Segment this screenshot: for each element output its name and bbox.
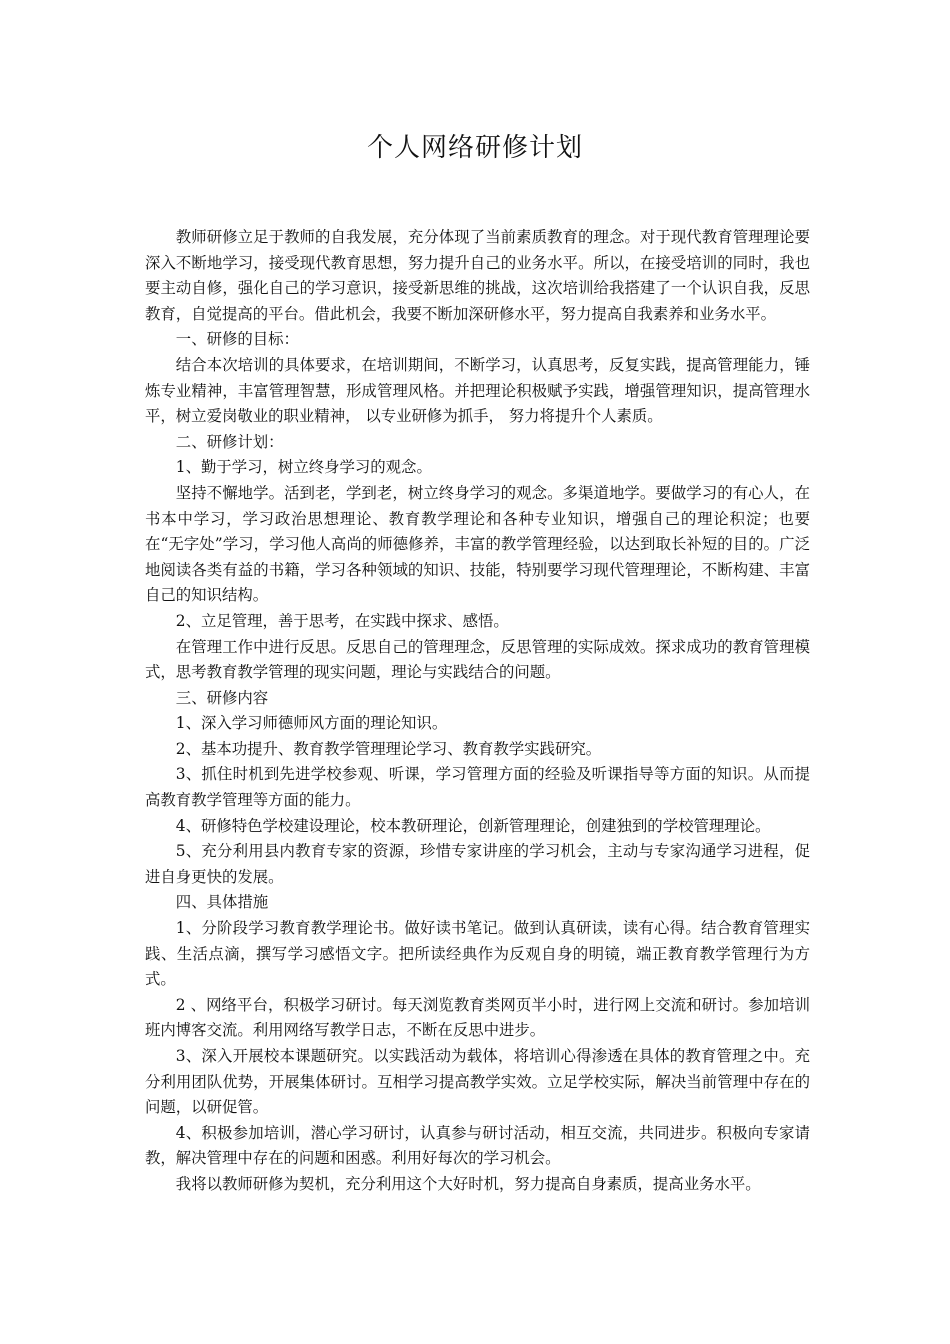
- section-heading-plan: 二、研修计划：: [175, 432, 284, 451]
- section-heading-content: 三、研修内容: [175, 688, 269, 707]
- list-item: 2、基本功提升、教育教学管理理论学习、教育教学实践研究。: [175, 739, 602, 758]
- document-body: [145, 225, 810, 1198]
- list-item: 1、深入学习师德师风方面的理论知识。: [175, 714, 448, 733]
- document-title: 个人网络研修计划: [366, 133, 583, 163]
- list-item: 1、勤于学习，树立终身学习的观念。: [175, 458, 432, 477]
- list-item: 2 、网络平台，积极学习研讨。每天浏览教育类网页半小时，进行网上交流和研讨。参加培训班内博客交流。利用网络写教学日志，不断在反思中进步。: [145, 995, 810, 1040]
- paragraph: 坚持不懈地学。活到老，学到老，树立终身学习的观念。多渠道地学。要做学习的有心人，在书本中学习，学习政治思想理论、教育教学理论和各种专业知识，增强自己的理论积淀；也要在“无字处”学习，学习他人高尚的师德修养，丰富的教学管理经验，以达到取长补短的目的。广泛地阅读各类有益的书籍，学习各种领域的知识、技能，特别要学习现代管理理论，不断构建、丰富自己的知识结构。: [145, 483, 810, 605]
- paragraph: 教师研修立足于教师的自我发展，充分体现了当前素质教育的理念。对于现代教育管理理论要深入不断地学习，接受现代教育思想，努力提升自己的业务水平。所以，在接受培训的同时，我也要主动自修，强化自己的学习意识，接受新思维的挑战，这次培训给我搭建了一个认识自我，反思教育，自觉提高的平台。借此机会，我要不断加深研修水平，努力提高自我素养和业务水平。: [145, 228, 810, 323]
- section-heading-measures: 四、具体措施: [175, 893, 269, 912]
- closing-paragraph: 我将以教师研修为契机，充分利用这个大好时机，努力提高自身素质，提高业务水平。: [175, 1174, 761, 1193]
- list-item: 3、抓住时机到先进学校参观、听课，学习管理方面的经验及听课指导等方面的知识。从而提高教育教学管理等方面的能力。: [145, 765, 810, 810]
- list-item: 3、深入开展校本课题研究。以实践活动为载体，将培训心得渗透在具体的教育管理之中。充分利用团队优势，开展集体研讨。互相学习提高教学实效。立足学校实际，解决当前管理中存在的问题，以研促管。: [145, 1047, 810, 1117]
- list-item: 4、积极参加培训，潜心学习研讨，认真参与研讨活动，相互交流，共同进步。积极向专家请教，解决管理中存在的问题和困惑。利用好每次的学习机会。: [145, 1123, 810, 1168]
- paragraph: 结合本次培训的具体要求，在培训期间，不断学习，认真思考，反复实践，提高管理能力，锤炼专业精神，丰富管理智慧，形成管理风格。并把理论积极赋予实践，增强管理知识，提高管理水平，树立爱岗敬业的职业精神， 以专业研修为抓手， 努力将提升个人素质。: [145, 355, 810, 426]
- list-item: 1、分阶段学习教育教学理论书。做好读书笔记。做到认真研读，读有心得。结合教育管理实践、生活点滴，撰写学习感悟文字。把所读经典作为反观自身的明镜，端正教育教学管理行为方式。: [145, 919, 810, 989]
- paragraph: 在管理工作中进行反思。反思自己的管理理念，反思管理的实际成效。探求成功的教育管理模式，思考教育教学管理的现实问题，理论与实践结合的问题。: [145, 637, 810, 682]
- list-item: 2、立足管理，善于思考，在实践中探求、感悟。: [175, 611, 509, 630]
- section-heading-goals: 一、研修的目标：: [175, 330, 299, 349]
- list-item: 5、充分利用县内教育专家的资源，珍惜专家讲座的学习机会，主动与专家沟通学习进程，促进自身更快的发展。: [145, 842, 810, 886]
- list-item: 4、研修特色学校建设理论，校本教研理论，创新管理理论，创建独到的学校管理理论。: [175, 816, 771, 835]
